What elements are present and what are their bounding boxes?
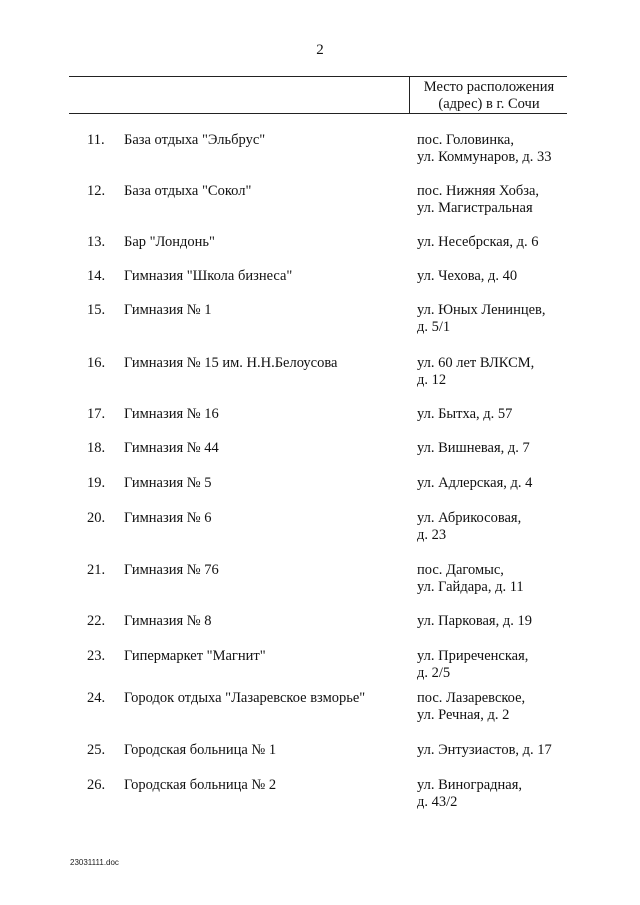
address-line: ул. Речная, д. 2 — [417, 707, 510, 723]
address-line: ул. Вишневая, д. 7 — [417, 440, 530, 456]
address-line: ул. 60 лет ВЛКСМ, — [417, 355, 535, 371]
row-number: 25. — [87, 742, 106, 758]
organization-name: Гимназия № 16 — [124, 406, 219, 422]
address-line: ул. Юных Ленинцев, — [417, 302, 546, 318]
organization-name: Гимназия № 5 — [124, 475, 212, 491]
address — [417, 562, 524, 596]
organization-name: Бар "Лондонь" — [124, 234, 215, 250]
row-number: 22. — [87, 613, 106, 629]
organization-name: Гимназия № 1 — [124, 302, 212, 318]
address — [417, 132, 552, 166]
row-number: 26. — [87, 777, 106, 793]
address-line: ул. Гайдара, д. 11 — [417, 579, 524, 595]
address — [417, 613, 532, 630]
table-header-bottom-rule — [69, 113, 567, 114]
address-line: ул. Коммунаров, д. 33 — [417, 149, 552, 165]
address — [417, 355, 534, 389]
address-header-line-1: Место расположения — [423, 79, 555, 95]
organization-name: Гимназия № 15 им. Н.Н.Белоусова — [124, 355, 338, 371]
page-number: 2 — [316, 42, 324, 58]
row-number: 20. — [87, 510, 106, 526]
address-column-header — [411, 79, 567, 113]
row-number: 12. — [87, 183, 106, 199]
address-line: д. 43/2 — [417, 794, 458, 810]
row-number: 16. — [87, 355, 106, 371]
organization-name: Гипермаркет "Магнит" — [124, 648, 266, 664]
address-line: ул. Приреченская, — [417, 648, 529, 664]
address — [417, 510, 521, 544]
address-line: пос. Лазаревское, — [417, 690, 526, 706]
address-line: д. 12 — [417, 372, 447, 388]
address — [417, 302, 546, 336]
row-number: 11. — [87, 132, 105, 148]
address — [417, 648, 528, 682]
organization-name: Городская больница № 1 — [124, 742, 277, 758]
organization-name: Гимназия № 6 — [124, 510, 212, 526]
address-line: ул. Парковая, д. 19 — [417, 613, 532, 629]
row-number: 14. — [87, 268, 106, 284]
address-header-line-2: (адрес) в г. Сочи — [438, 96, 540, 112]
row-number: 17. — [87, 406, 106, 422]
address-line: ул. Энтузиастов, д. 17 — [417, 742, 552, 758]
organization-name: Гимназия № 8 — [124, 613, 212, 629]
address-line: ул. Чехова, д. 40 — [417, 268, 518, 284]
address-line: ул. Абрикосовая, — [417, 510, 522, 526]
address-line: д. 2/5 — [417, 665, 451, 681]
table-top-rule — [69, 76, 567, 77]
organization-name: Гимназия № 76 — [124, 562, 219, 578]
address-line: ул. Виноградная, — [417, 777, 523, 793]
address — [417, 234, 539, 251]
address — [417, 183, 539, 217]
organization-name: База отдыха "Сокол" — [124, 183, 252, 199]
organization-name: Городская больница № 2 — [124, 777, 277, 793]
address — [417, 777, 522, 811]
footer-filename: 23031111.doc — [70, 858, 119, 867]
address-line: пос. Головинка, — [417, 132, 514, 148]
address-line: ул. Бытха, д. 57 — [417, 406, 513, 422]
row-number: 23. — [87, 648, 106, 664]
address-line: пос. Дагомыс, — [417, 562, 504, 578]
address — [417, 690, 525, 724]
organization-name: Гимназия "Школа бизнеса" — [124, 268, 293, 284]
row-number: 24. — [87, 690, 106, 706]
address-line: д. 5/1 — [417, 319, 451, 335]
row-number: 21. — [87, 562, 106, 578]
organization-name: База отдыха "Эльбрус" — [124, 132, 266, 148]
address-line: д. 23 — [417, 527, 447, 543]
address — [417, 742, 552, 759]
row-number: 13. — [87, 234, 106, 250]
table-column-divider — [409, 76, 410, 113]
address-line: пос. Нижняя Хобза, — [417, 183, 540, 199]
address-line: ул. Адлерская, д. 4 — [417, 475, 533, 491]
row-number: 19. — [87, 475, 106, 491]
organization-name: Городок отдыха "Лазаревское взморье" — [124, 690, 366, 706]
address — [417, 406, 512, 423]
organization-name: Гимназия № 44 — [124, 440, 219, 456]
address — [417, 268, 517, 285]
address-line: ул. Магистральная — [417, 200, 533, 216]
row-number: 18. — [87, 440, 106, 456]
address-line: ул. Несебрская, д. 6 — [417, 234, 539, 250]
address — [417, 440, 530, 457]
row-number: 15. — [87, 302, 106, 318]
address — [417, 475, 532, 492]
